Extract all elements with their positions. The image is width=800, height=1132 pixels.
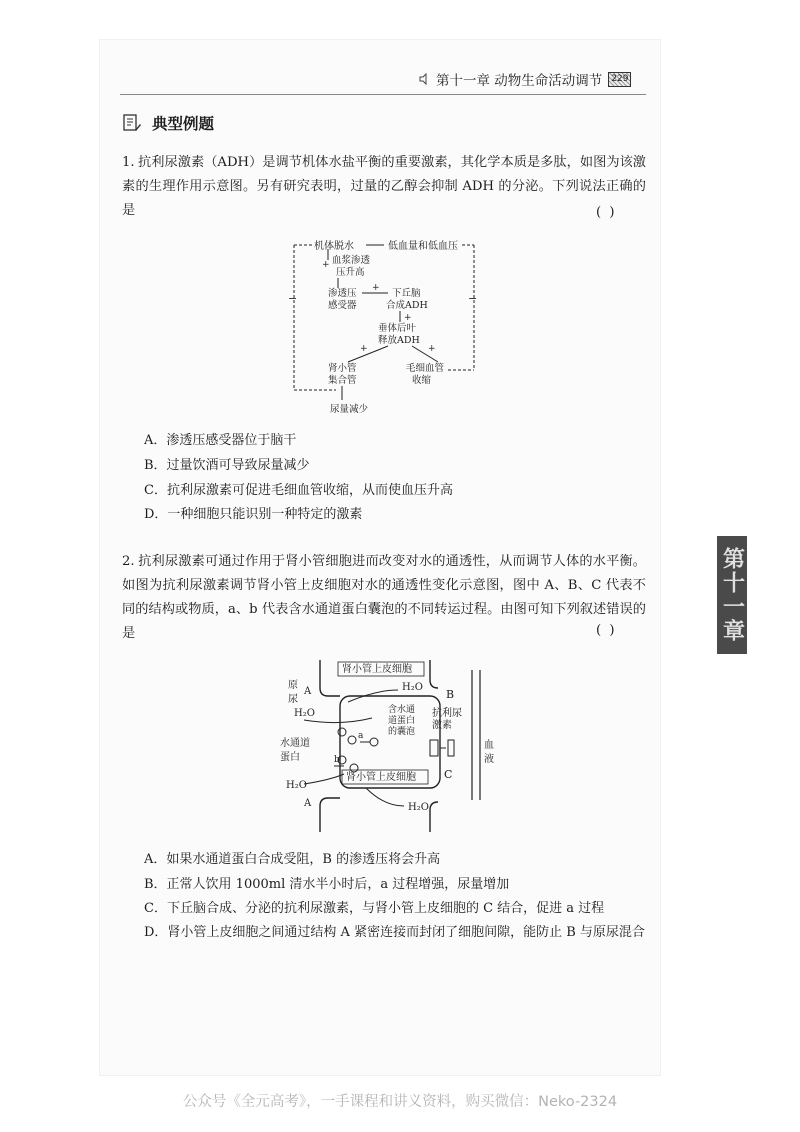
notebook-pen-icon	[122, 113, 142, 133]
label-aquaporin: 蛋白	[280, 752, 300, 763]
speaker-icon	[418, 73, 430, 85]
answer-blank: ( )	[596, 205, 617, 220]
label-blood: 血	[484, 740, 494, 751]
option-a[interactable]: A．如果水通道蛋白合成受阻，B 的渗透压将会升高	[144, 852, 441, 867]
question-stem: 抗利尿激素可通过作用于肾小管细胞进而改变对水的通透性，从而调节人体的水平衡。如图为抗利尿激素调节肾小管上皮细胞对水的通透性变化示意图，图中 A、B、C 代表不同的结构或物质，a、b 代表含水通道蛋白囊泡的不同转运过程。由图可知下列叙述错误的是	[122, 554, 646, 641]
label-primary-urine: 原	[288, 680, 298, 691]
minus-sign: −	[468, 292, 478, 305]
chapter-side-tab: 第十一章	[717, 536, 747, 654]
label-B: B	[446, 688, 455, 701]
label-C: C	[444, 768, 453, 781]
adh-molecule	[448, 740, 454, 756]
cell-boundary	[430, 802, 438, 832]
section-heading	[122, 112, 214, 134]
label-adh: 激素	[432, 720, 452, 731]
question-stem: 抗利尿激素（ADH）是调节机体水盐平衡的重要激素，其化学本质是多肽，如图为该激素的生理作用示意图。另有研究表明，过量的乙醇会抑制 ADH 的分泌。下列说法正确的是	[122, 155, 646, 218]
node-plasma-osmo: 血浆渗透	[332, 255, 371, 266]
plus-sign: +	[404, 313, 412, 323]
label-b: b	[334, 755, 340, 765]
node-capillary: 收缩	[412, 375, 432, 386]
label-A: A	[304, 798, 312, 809]
node-osmoreceptor: 感受器	[328, 300, 357, 311]
label-aquaporin: 水通道	[280, 738, 310, 749]
label-adh: 抗利尿	[432, 708, 462, 719]
receptor-c	[430, 740, 438, 756]
question-number: 1.	[122, 155, 135, 170]
section-title: 典型例题	[152, 115, 215, 133]
node-low-blood-volume: 低血量和低血压	[388, 241, 458, 252]
vesicle-icon	[370, 738, 378, 746]
node-collecting-duct: 肾小管	[328, 363, 357, 374]
label-water: H₂O	[408, 802, 429, 813]
plus-sign: +	[372, 283, 380, 293]
option-b[interactable]: B．过量饮酒可导致尿量减少	[144, 458, 310, 473]
kidney-cell-diagram	[280, 660, 500, 832]
node-hypothalamus: 合成ADH	[386, 300, 428, 311]
minus-sign: −	[288, 292, 298, 305]
node-pituitary: 释放ADH	[378, 335, 420, 346]
option-b[interactable]: B．正常人饮用 1000ml 清水半小时后，a 过程增强，尿量增加	[144, 877, 510, 892]
cell-boundary	[320, 798, 340, 832]
node-capillary: 毛细血管	[406, 363, 445, 374]
option-d[interactable]: D．肾小管上皮细胞之间通过结构 A 紧密连接而封闭了细胞间隙，能防止 B 与原尿混合	[144, 925, 645, 940]
label-vesicle: 的囊泡	[388, 727, 416, 737]
label-water: H₂O	[286, 780, 307, 791]
option-d[interactable]: D．一种细胞只能识别一种特定的激素	[144, 507, 363, 522]
option-a[interactable]: A．渗透压感受器位于脑干	[144, 433, 297, 448]
label-cell-top: 肾小管上皮细胞	[342, 664, 412, 675]
question-1	[122, 151, 646, 223]
plus-sign: +	[322, 260, 330, 270]
vesicle-icon	[348, 736, 356, 744]
node-hypothalamus: 下丘脑	[392, 288, 421, 299]
label-A: A	[304, 686, 312, 697]
cell-boundary	[430, 660, 438, 688]
chapter-title: 第十一章 动物生命活动调节	[436, 73, 603, 89]
water-flow-arrow	[366, 788, 404, 806]
node-osmoreceptor: 渗透压	[328, 288, 357, 299]
label-primary-urine: 尿	[288, 694, 298, 705]
node-plasma-osmo: 压升高	[336, 267, 365, 278]
cell-boundary	[320, 660, 340, 696]
option-c[interactable]: C．下丘脑合成、分泌的抗利尿激素，与肾小管上皮细胞的 C 结合，促进 a 过程	[144, 901, 605, 916]
plus-sign: +	[428, 344, 436, 354]
question-2	[122, 550, 646, 646]
footer-watermark: 公众号《全元高考》，一手课程和讲义资料，购买微信：Neko-2324	[182, 1094, 618, 1110]
label-water: H₂O	[294, 708, 315, 719]
page-number: 229	[608, 72, 631, 87]
arrow-line	[348, 346, 388, 362]
label-cell-middle: 肾小管上皮细胞	[346, 772, 416, 783]
label-vesicle: 道蛋白	[388, 716, 416, 726]
water-flow-arrow	[304, 774, 344, 784]
adh-flow-diagram	[288, 234, 480, 420]
question-number: 2.	[122, 554, 135, 569]
option-c[interactable]: C．抗利尿激素可促进毛细血管收缩，从而使血压升高	[144, 483, 453, 498]
node-collecting-duct: 集合管	[328, 375, 357, 386]
vesicle-icon	[338, 728, 346, 736]
running-header	[418, 67, 644, 91]
answer-blank: ( )	[596, 623, 617, 638]
node-body-dehydration: 机体脱水	[314, 241, 354, 252]
label-blood: 液	[484, 754, 494, 765]
node-pituitary: 垂体后叶	[378, 323, 417, 334]
label-a: a	[358, 731, 364, 741]
node-urine-decrease: 尿量减少	[330, 404, 369, 415]
header-divider	[120, 94, 646, 95]
vesicle-icon	[350, 764, 358, 772]
label-vesicle: 含水通	[388, 705, 416, 715]
plus-sign: +	[360, 344, 368, 354]
label-water: H₂O	[402, 682, 423, 693]
